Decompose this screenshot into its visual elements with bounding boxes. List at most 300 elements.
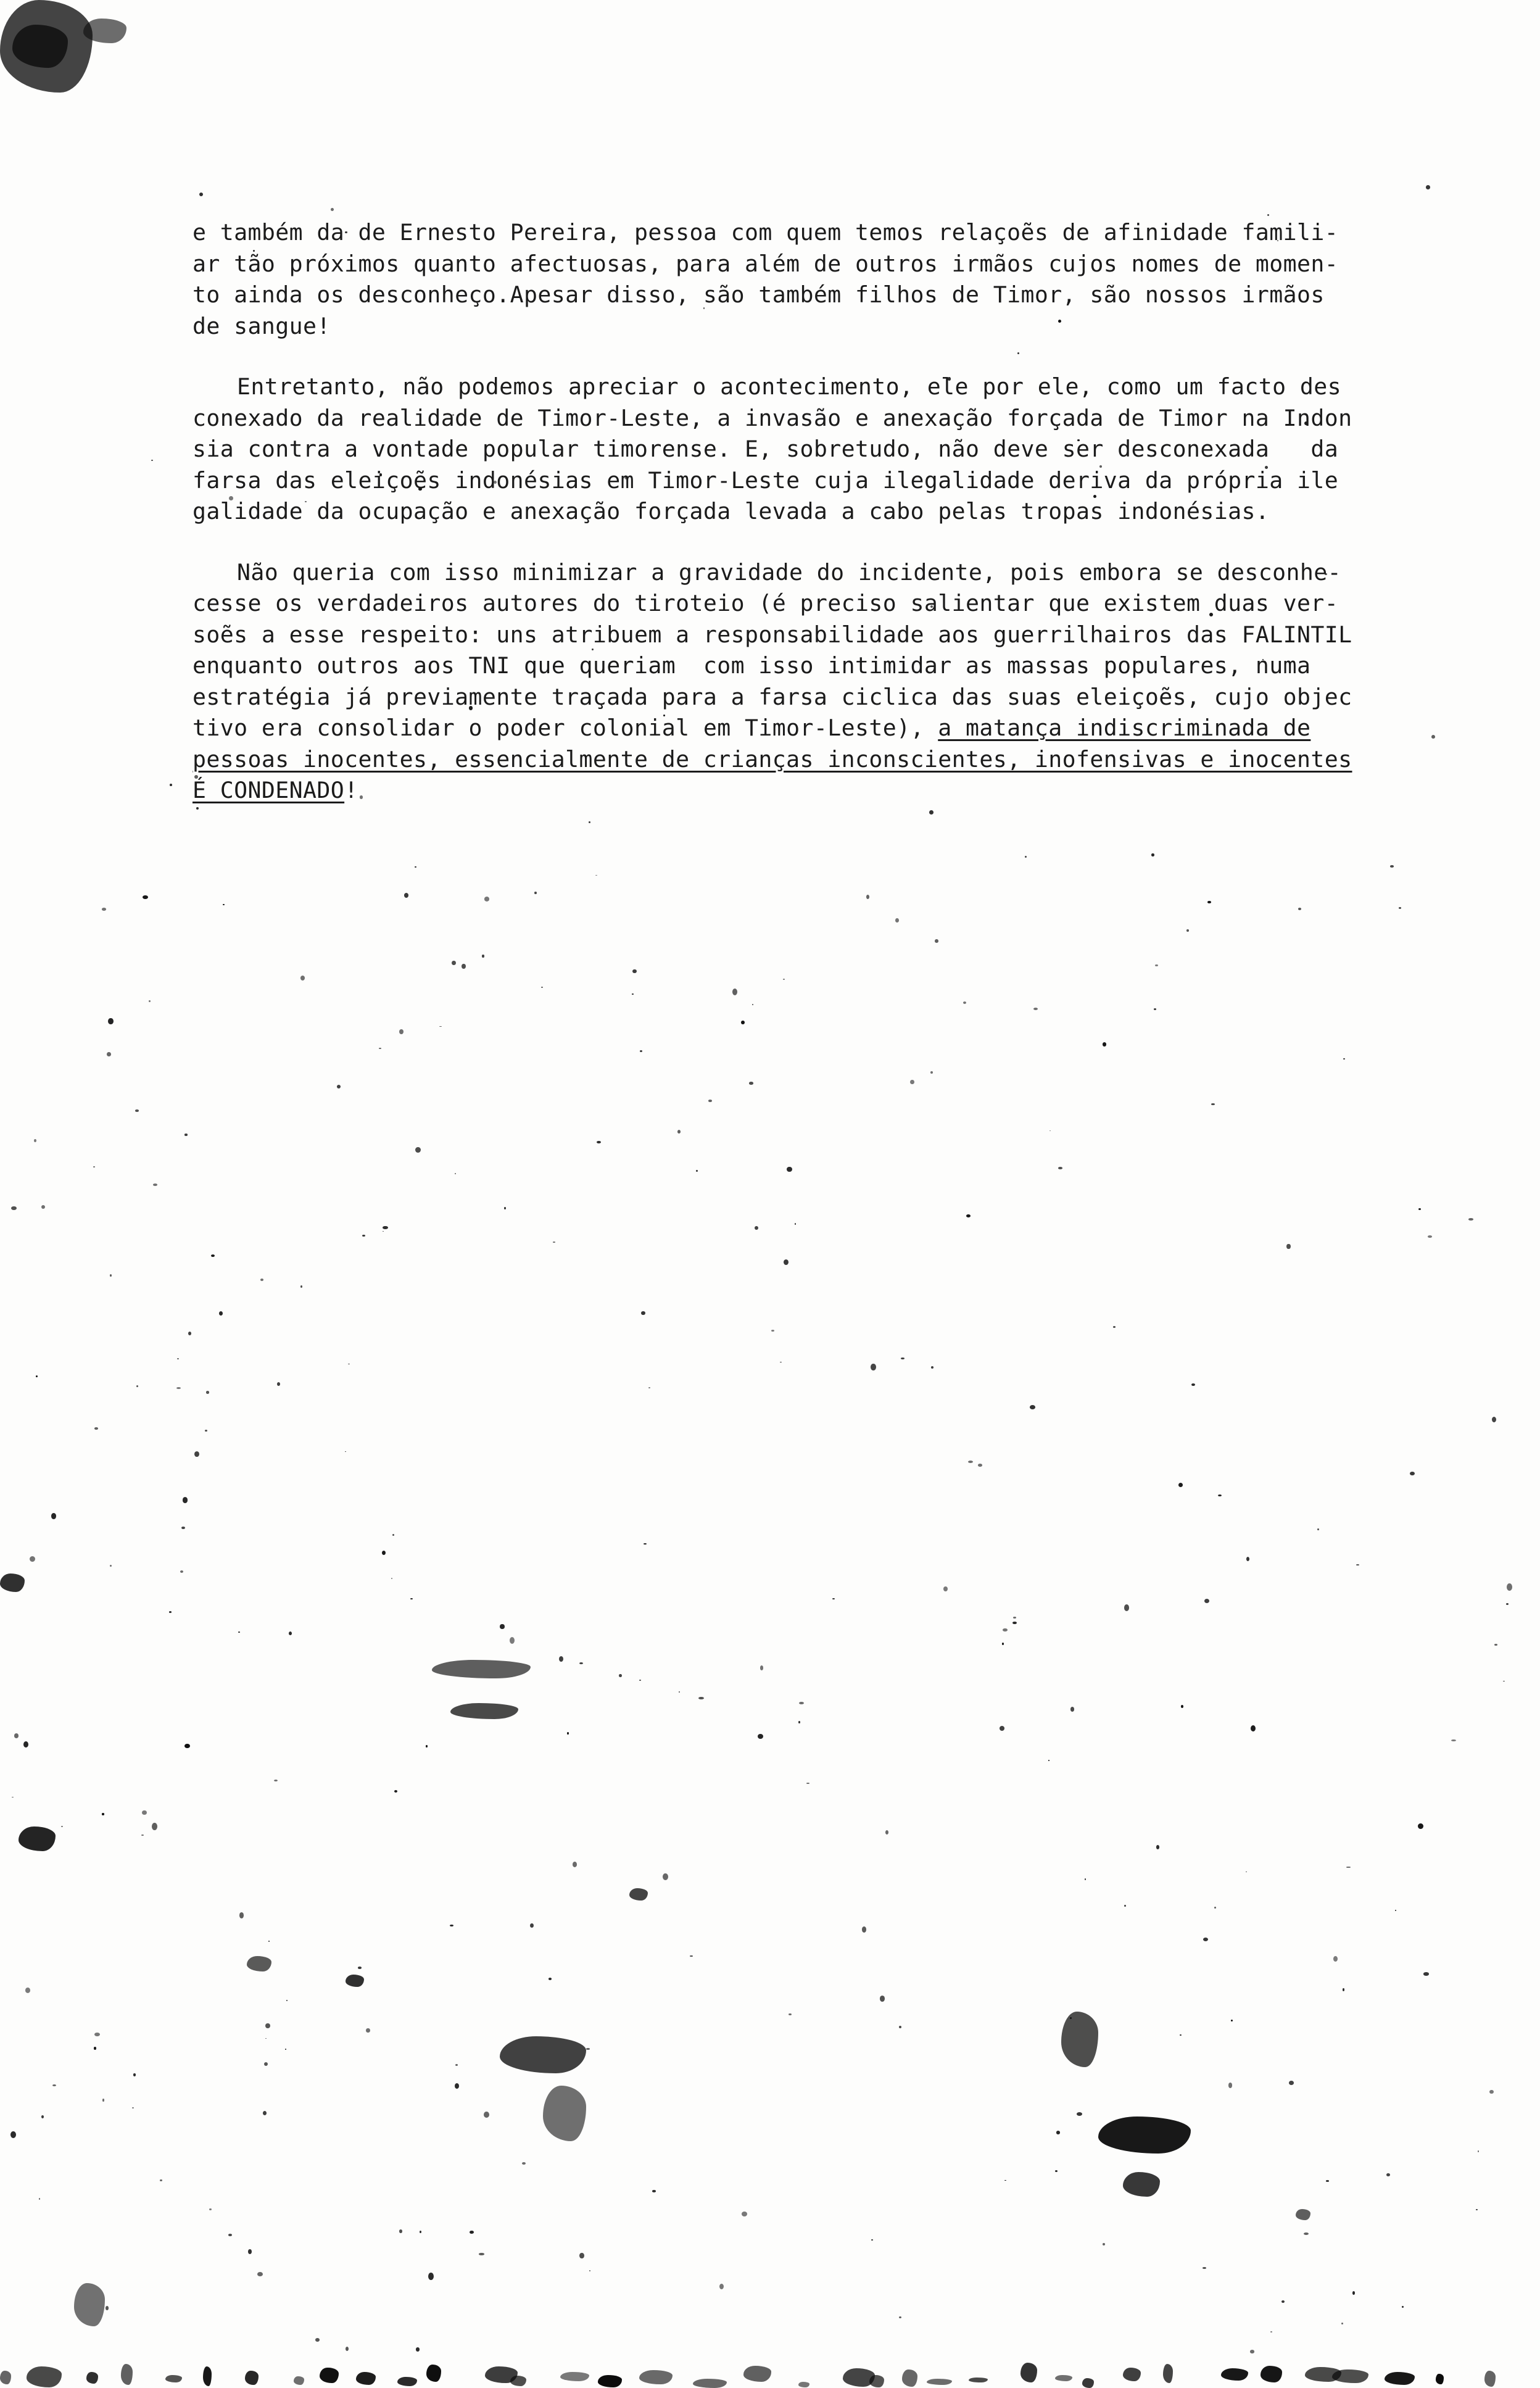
text-line: farsa das eleiçoẽs indonésias em Timor-Leste cuja ilegalidade deriva da própria ile (192, 466, 1339, 494)
ink-speck (931, 1366, 934, 1369)
ink-speck (315, 2338, 320, 2342)
ink-speck (348, 1364, 350, 1365)
text-line: conexado da realidade de Timor-Leste, a invasão e anexação forçada de Timor na Indon (192, 404, 1352, 431)
ink-speck (871, 2239, 872, 2241)
ink-speck (184, 1744, 190, 1748)
ink-speck (479, 2253, 484, 2255)
ink-speck (1049, 1130, 1051, 1131)
ink-speck (94, 2047, 96, 2049)
ink-speck (1056, 2131, 1060, 2134)
ink-speck (1002, 1643, 1004, 1644)
ink-speck (641, 1311, 645, 1316)
ink-blot (1484, 2371, 1496, 2387)
ink-speck (1506, 1603, 1509, 1606)
ink-speck (199, 193, 203, 196)
ink-speck (61, 1826, 63, 1827)
ink-speck (1186, 929, 1189, 932)
ink-speck (383, 1226, 388, 1230)
text-line: enquanto outros aos TNI que queriam com isso intimidar as massas populares, numa (192, 652, 1311, 679)
ink-speck (663, 1873, 668, 1880)
ink-speck (1410, 1472, 1415, 1475)
ink-speck (963, 1001, 966, 1004)
ink-speck (1286, 1244, 1290, 1250)
ink-speck (559, 1656, 563, 1662)
ink-speck (107, 1052, 110, 1056)
ink-speck (1231, 2020, 1233, 2021)
ink-speck (228, 2234, 232, 2236)
ink-speck (832, 1598, 835, 1599)
ink-speck (379, 1048, 381, 1049)
ink-speck (1211, 1103, 1215, 1105)
ink-speck (428, 2273, 434, 2280)
ink-blot (869, 2375, 884, 2388)
ink-speck (141, 1835, 144, 1836)
ink-speck (1304, 2233, 1308, 2235)
ink-speck (1317, 1528, 1319, 1530)
ink-blot (1082, 2378, 1094, 2388)
ink-speck (452, 961, 456, 965)
ink-blot (74, 2283, 105, 2326)
ink-blot (969, 2378, 988, 2382)
ink-speck (595, 875, 597, 876)
ink-speck (470, 2231, 473, 2234)
ink-blot (1055, 2375, 1072, 2381)
ink-speck (1156, 1845, 1160, 1849)
ink-speck (880, 1996, 885, 2001)
ink-speck (742, 2212, 747, 2216)
ink-speck (102, 908, 106, 911)
ink-blot (560, 2372, 589, 2381)
ink-speck (789, 2013, 791, 2015)
ink-speck (784, 1259, 789, 1265)
ink-speck (522, 2162, 526, 2165)
ink-speck (639, 1680, 642, 1681)
ink-speck (194, 1451, 199, 1457)
ink-speck (170, 784, 172, 786)
ink-blot (1163, 2364, 1173, 2383)
ink-blot (121, 2364, 133, 2385)
ink-blot (1061, 2012, 1098, 2067)
ink-blot (1123, 2368, 1141, 2381)
ink-speck (136, 1385, 138, 1387)
ink-speck (416, 2347, 420, 2352)
ink-blot (294, 2376, 304, 2385)
ink-speck (52, 2084, 56, 2086)
ink-blot (629, 1888, 648, 1901)
ink-speck (1251, 1725, 1256, 1732)
ink-speck (176, 1387, 181, 1389)
ink-speck (1346, 1867, 1351, 1868)
ink-speck (392, 1534, 394, 1536)
ink-blot (500, 2036, 586, 2073)
ink-speck (579, 1662, 583, 1665)
ink-speck (248, 2249, 252, 2254)
ink-speck (1178, 1483, 1183, 1487)
ink-speck (783, 979, 785, 980)
ink-speck (337, 1085, 341, 1088)
ink-speck (239, 1912, 244, 1918)
ink-speck (589, 2270, 590, 2271)
text-line: galidade da ocupação e anexação forçada levada a cabo pelas tropas indonésias. (192, 498, 1270, 524)
ink-speck (732, 989, 737, 995)
ink-speck (1494, 1644, 1497, 1646)
ink-speck (1214, 1907, 1216, 1909)
text-line (192, 775, 1494, 806)
ink-speck (619, 1674, 622, 1678)
paragraph-3 (192, 557, 1494, 806)
ink-speck (795, 1223, 796, 1225)
ink-speck (1476, 2209, 1478, 2210)
ink-speck (133, 2073, 136, 2076)
ink-blot (798, 2382, 809, 2387)
ink-speck (415, 866, 416, 868)
ink-speck (1124, 1604, 1130, 1611)
ink-speck (1048, 1760, 1049, 1762)
ink-speck (153, 1184, 158, 1186)
text-line: to ainda os desconheço.Apesar disso, são também filhos de Timor, são nossos irmãos (192, 281, 1325, 308)
ink-speck (1426, 185, 1430, 189)
ink-speck (268, 1941, 270, 1942)
ink-speck (1154, 1008, 1156, 1010)
ink-speck (484, 2112, 489, 2118)
ink-speck (504, 1207, 506, 1209)
ink-speck (1399, 907, 1401, 909)
ink-speck (181, 1527, 185, 1529)
ink-speck (567, 1732, 569, 1735)
ink-speck (644, 1543, 647, 1544)
ink-speck (394, 1790, 397, 1793)
ink-speck (1489, 2090, 1493, 2094)
ink-speck (1402, 2306, 1404, 2308)
ink-blot (902, 2369, 917, 2387)
ink-speck (183, 1497, 188, 1503)
ink-speck (10, 2131, 16, 2138)
ink-speck (1386, 2173, 1390, 2176)
ink-speck (679, 1691, 680, 1693)
ink-speck (142, 1810, 147, 1815)
ink-speck (640, 1050, 642, 1053)
ink-speck (151, 460, 153, 462)
ink-speck (1203, 1938, 1208, 1941)
ink-speck (677, 1130, 681, 1134)
ink-speck (484, 897, 490, 902)
ink-speck (648, 1387, 650, 1388)
ink-speck (806, 1783, 809, 1784)
ink-speck (11, 1206, 17, 1211)
ink-speck (410, 1598, 413, 1599)
ink-speck (1181, 1705, 1183, 1708)
ink-speck (1250, 2350, 1255, 2353)
ink-speck (36, 1375, 38, 1377)
ink-blot (203, 2366, 212, 2386)
ink-speck (787, 1167, 792, 1172)
ink-speck (752, 1004, 753, 1005)
ink-speck (132, 2107, 133, 2108)
ink-speck (1113, 1326, 1116, 1328)
ink-speck (1077, 2112, 1082, 2116)
ink-speck (1000, 1726, 1004, 1731)
ink-speck (180, 1570, 183, 1573)
ink-speck (1204, 1599, 1209, 1603)
ink-speck (391, 1578, 393, 1579)
ink-blot (165, 2375, 182, 2382)
ink-speck (1033, 1008, 1038, 1010)
text-line: Entretanto, não podemos apreciar o acontecimento, ele por ele, como um facto des (237, 373, 1341, 400)
ink-speck (1418, 1823, 1423, 1829)
ink-speck (1492, 1417, 1496, 1422)
ink-blot (346, 1975, 364, 1987)
ink-speck (1055, 2170, 1058, 2173)
ink-speck (1124, 1905, 1126, 1907)
ink-speck (1228, 2083, 1232, 2087)
ink-speck (106, 2306, 109, 2310)
ink-blot (927, 2379, 952, 2385)
ink-speck (966, 1214, 971, 1218)
ink-blot (247, 1956, 271, 1971)
ink-speck (597, 1141, 601, 1143)
ink-speck (30, 1556, 35, 1562)
ink-speck (184, 1134, 188, 1135)
ink-speck (286, 2000, 288, 2001)
text-line: Não queria com isso minimizar a gravidade do incidente, pois embora se desconhe- (237, 558, 1341, 586)
ink-speck (455, 2083, 459, 2089)
ink-speck (1352, 2291, 1356, 2295)
ink-speck (277, 1382, 280, 1386)
ink-speck (160, 2179, 162, 2181)
ink-speck (1289, 2081, 1294, 2085)
ink-speck (300, 1285, 302, 1288)
ink-speck (755, 1226, 758, 1230)
ink-blot (356, 2372, 376, 2385)
paragraph-1 (192, 217, 1494, 342)
text-line: estratégia já previamente traçada para a farsa ciclica das suas eleiçoẽs, cujo objec (192, 683, 1352, 710)
ink-speck (152, 1823, 157, 1830)
ink-speck (93, 1166, 95, 1167)
ink-blot (86, 2372, 98, 2384)
ink-speck (260, 1279, 263, 1281)
ink-speck (135, 1109, 138, 1112)
ink-speck (1155, 964, 1158, 966)
ink-speck (102, 1813, 105, 1815)
ink-speck (899, 2316, 901, 2318)
ink-speck (383, 1231, 384, 1232)
ink-blot (397, 2377, 417, 2386)
ink-speck (94, 1427, 98, 1430)
ink-speck (205, 1430, 207, 1432)
ink-blot (1221, 2368, 1248, 2381)
ink-speck (300, 976, 305, 980)
ink-speck (362, 1235, 365, 1237)
ink-speck (188, 1332, 191, 1336)
closing-mark: ! (344, 777, 358, 803)
ink-speck (579, 2253, 584, 2259)
paragraph-2 (192, 371, 1494, 528)
ink-speck (1012, 1622, 1016, 1624)
ink-blot (450, 1703, 518, 1719)
ink-speck (1423, 1972, 1429, 1975)
ink-speck (346, 2347, 349, 2351)
ink-blot (1261, 2366, 1282, 2382)
ink-speck (1151, 853, 1154, 856)
ink-speck (586, 2048, 589, 2050)
ink-speck (1326, 2180, 1329, 2182)
ink-speck (1298, 908, 1302, 910)
ink-speck (110, 1274, 112, 1277)
text-line: de sangue! (192, 312, 331, 339)
ink-speck (399, 1029, 404, 1034)
ink-speck (455, 2064, 458, 2066)
ink-speck (553, 1242, 555, 1243)
ink-speck (1058, 1167, 1062, 1169)
ink-speck (263, 2111, 267, 2115)
ink-blot (19, 1826, 56, 1851)
ink-speck (1267, 214, 1270, 217)
ink-speck (177, 1358, 179, 1359)
ink-speck (500, 1624, 504, 1628)
ink-speck (399, 2229, 402, 2233)
ink-speck (968, 1461, 973, 1463)
ink-speck (652, 2190, 656, 2192)
ink-speck (289, 1631, 292, 1635)
ink-blot (0, 1573, 25, 1592)
ink-speck (771, 1330, 774, 1332)
ink-speck (1207, 901, 1211, 903)
ink-speck (23, 1741, 28, 1747)
ink-speck (1218, 1495, 1222, 1496)
ink-speck (102, 2099, 105, 2102)
text-line: sia contra a vontade popular timorense. E, sobretudo, não deve ser desconexada da (192, 436, 1339, 462)
ink-speck (345, 1451, 346, 1452)
ink-speck (1418, 1208, 1421, 1210)
ink-speck (1333, 1956, 1338, 1962)
ink-speck (895, 918, 899, 922)
ink-blot (245, 2371, 259, 2386)
ink-speck (1343, 1988, 1345, 1991)
ink-speck (382, 1551, 386, 1556)
ink-speck (426, 1745, 428, 1747)
ink-blot (693, 2379, 727, 2388)
ink-speck (798, 1721, 801, 1723)
ink-speck (1025, 856, 1027, 858)
ink-blot (320, 2368, 339, 2384)
ink-speck (799, 1702, 804, 1704)
ink-speck (1428, 1235, 1432, 1238)
ink-speck (910, 1080, 914, 1084)
underlined-line: pessoas inocentes, essencialmente de crianças inconscientes, inofensivas e inocentes (192, 745, 1352, 773)
ink-speck (862, 1926, 866, 1932)
ink-speck (1103, 1042, 1106, 1046)
ink-speck (1356, 1564, 1359, 1565)
ink-speck (143, 895, 148, 900)
ink-blot (598, 2375, 622, 2387)
ink-speck (930, 1071, 933, 1074)
ink-speck (534, 892, 537, 895)
ink-speck (1191, 1383, 1195, 1387)
ink-speck (265, 2038, 267, 2039)
ink-speck (219, 1311, 223, 1316)
ink-speck (415, 1147, 421, 1153)
ink-speck (1451, 1739, 1456, 1741)
ink-speck (1468, 1218, 1473, 1221)
ink-speck (149, 1000, 151, 1002)
ink-speck (1343, 1058, 1345, 1059)
ink-speck (34, 1139, 36, 1143)
ink-speck (462, 964, 465, 969)
underlined-text: É CONDENADO (192, 777, 345, 803)
ink-speck (331, 208, 334, 211)
text-line: cesse os verdadeiros autores do tiroteio (é preciso salientar que existem duas ver- (192, 590, 1339, 616)
ink-speck (866, 895, 869, 899)
ink-blot (1123, 2172, 1160, 2197)
ink-speck (455, 1173, 456, 1174)
ink-blot (1436, 2374, 1444, 2385)
ink-speck (41, 2115, 44, 2118)
text-line: e também da de Ernesto Pereira, pessoa com quem temos relaçoẽs de afinidade famili- (192, 219, 1339, 246)
ink-blot (543, 2086, 586, 2141)
ink-speck (1246, 1557, 1250, 1561)
ink-speck (209, 2208, 212, 2210)
ink-speck (169, 1611, 172, 1613)
ink-speck (1013, 1617, 1017, 1619)
ink-speck (760, 1665, 764, 1670)
ink-speck (1180, 2034, 1182, 2036)
ink-blot (639, 2370, 673, 2384)
document-body (192, 217, 1494, 836)
text-line: soẽs a esse respeito: uns atribuem a responsabilidade aos guerrilhairos das FALINTIL (192, 621, 1352, 648)
ink-speck (1030, 1405, 1035, 1409)
ink-speck (632, 969, 637, 974)
ink-speck (871, 1364, 876, 1371)
ink-speck (450, 1925, 453, 1926)
ink-speck (1390, 865, 1394, 867)
ink-speck (719, 2284, 724, 2290)
ink-speck (285, 2049, 286, 2050)
ink-speck (1507, 1583, 1512, 1591)
ink-speck (257, 2272, 263, 2276)
ink-speck (265, 2023, 270, 2028)
ink-speck (541, 987, 543, 988)
ink-speck (439, 1026, 441, 1027)
underlined-text: a matança indiscriminada de (938, 715, 1311, 741)
ink-speck (39, 2198, 40, 2199)
ink-blot (27, 2366, 62, 2387)
ink-speck (358, 1967, 361, 1968)
ink-speck (708, 1100, 711, 1102)
ink-speck (698, 1697, 703, 1699)
ink-speck (943, 1586, 948, 1591)
ink-speck (264, 2062, 268, 2066)
ink-speck (632, 993, 634, 995)
ink-speck (41, 1205, 45, 1209)
ink-speck (206, 1391, 209, 1393)
ink-blot (1385, 2372, 1415, 2385)
ink-speck (25, 1988, 30, 1993)
text-segment: tivo era consolidar o poder colonial em Timor-Leste), (192, 715, 938, 741)
ink-speck (885, 1830, 888, 1835)
ink-speck (696, 1170, 698, 1172)
ink-speck (223, 904, 225, 905)
ink-speck (1103, 2243, 1105, 2245)
ink-blot (743, 2366, 771, 2381)
ink-blot (426, 2365, 441, 2382)
ink-speck (482, 955, 484, 957)
ink-speck (573, 1862, 578, 1867)
ink-speck (758, 1734, 763, 1739)
ink-speck (935, 939, 938, 943)
ink-speck (1270, 2331, 1272, 2332)
ink-blot (1296, 2209, 1310, 2220)
ink-blot (1098, 2116, 1191, 2154)
